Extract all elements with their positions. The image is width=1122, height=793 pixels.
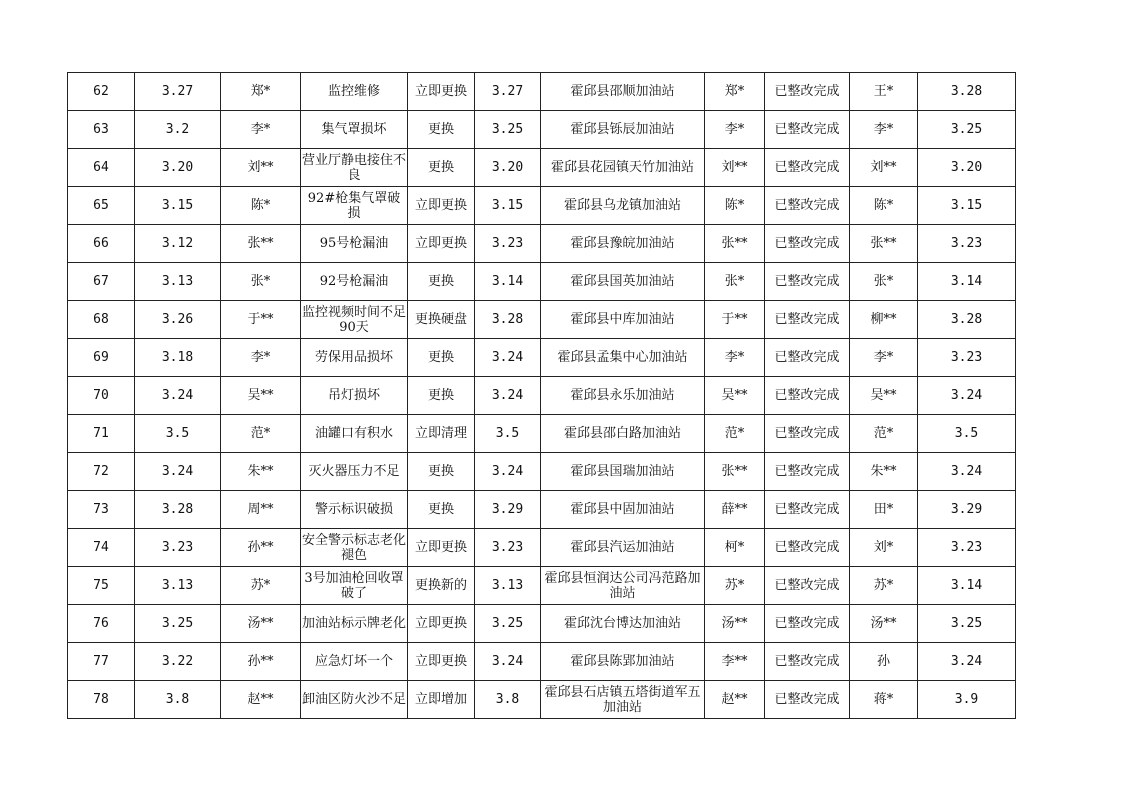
station-cell: 霍邱县石店镇五塔街道军五加油站 bbox=[541, 681, 705, 719]
table-row bbox=[68, 339, 1016, 377]
completion-date-cell: 3.5 bbox=[918, 415, 1016, 453]
issue-cell: 劳保用品损坏 bbox=[301, 339, 408, 377]
measure-cell: 更换 bbox=[408, 263, 475, 301]
measure-cell: 立即清理 bbox=[408, 415, 475, 453]
inspector-cell: 张** bbox=[221, 225, 301, 263]
status-cell: 已整改完成 bbox=[765, 643, 850, 681]
station-cell: 霍邱县邵顺加油站 bbox=[541, 73, 705, 111]
row-number-cell: 66 bbox=[68, 225, 135, 263]
measure-cell: 更换 bbox=[408, 491, 475, 529]
measure-cell: 更换 bbox=[408, 453, 475, 491]
inspector-cell: 周** bbox=[221, 491, 301, 529]
table-row bbox=[68, 225, 1016, 263]
inspector-cell: 陈* bbox=[221, 187, 301, 225]
measure-cell: 立即增加 bbox=[408, 681, 475, 719]
table-row bbox=[68, 567, 1016, 605]
verifier-cell: 汤** bbox=[850, 605, 918, 643]
table-body bbox=[68, 73, 1016, 719]
table-row bbox=[68, 605, 1016, 643]
row-number-cell: 72 bbox=[68, 453, 135, 491]
found-date-cell: 3.20 bbox=[135, 149, 221, 187]
status-cell: 已整改完成 bbox=[765, 529, 850, 567]
status-cell: 已整改完成 bbox=[765, 491, 850, 529]
station-cell: 霍邱县汽运加油站 bbox=[541, 529, 705, 567]
responsible-cell: 李** bbox=[705, 643, 765, 681]
station-cell: 霍邱县中固加油站 bbox=[541, 491, 705, 529]
measure-cell: 更换 bbox=[408, 149, 475, 187]
responsible-cell: 李* bbox=[705, 111, 765, 149]
found-date-cell: 3.25 bbox=[135, 605, 221, 643]
inspector-cell: 赵** bbox=[221, 681, 301, 719]
row-number-cell: 76 bbox=[68, 605, 135, 643]
station-cell: 霍邱县花园镇天竹加油站 bbox=[541, 149, 705, 187]
issue-cell: 卸油区防火沙不足 bbox=[301, 681, 408, 719]
row-number-cell: 78 bbox=[68, 681, 135, 719]
inspector-cell: 刘** bbox=[221, 149, 301, 187]
inspection-rectification-table bbox=[67, 72, 1016, 719]
deadline-cell: 3.24 bbox=[475, 377, 541, 415]
completion-date-cell: 3.24 bbox=[918, 643, 1016, 681]
completion-date-cell: 3.14 bbox=[918, 263, 1016, 301]
responsible-cell: 李* bbox=[705, 339, 765, 377]
issue-cell: 灭火器压力不足 bbox=[301, 453, 408, 491]
issue-cell: 营业厅静电接住不良 bbox=[301, 149, 408, 187]
row-number-cell: 71 bbox=[68, 415, 135, 453]
deadline-cell: 3.14 bbox=[475, 263, 541, 301]
deadline-cell: 3.13 bbox=[475, 567, 541, 605]
measure-cell: 立即更换 bbox=[408, 73, 475, 111]
responsible-cell: 张** bbox=[705, 225, 765, 263]
table-row bbox=[68, 263, 1016, 301]
station-cell: 霍邱县孟集中心加油站 bbox=[541, 339, 705, 377]
verifier-cell: 刘** bbox=[850, 149, 918, 187]
row-number-cell: 69 bbox=[68, 339, 135, 377]
table-row bbox=[68, 491, 1016, 529]
verifier-cell: 田* bbox=[850, 491, 918, 529]
deadline-cell: 3.25 bbox=[475, 111, 541, 149]
measure-cell: 立即更换 bbox=[408, 529, 475, 567]
station-cell: 霍邱县豫皖加油站 bbox=[541, 225, 705, 263]
responsible-cell: 张** bbox=[705, 453, 765, 491]
table-row bbox=[68, 111, 1016, 149]
verifier-cell: 刘* bbox=[850, 529, 918, 567]
status-cell: 已整改完成 bbox=[765, 453, 850, 491]
found-date-cell: 3.24 bbox=[135, 377, 221, 415]
completion-date-cell: 3.23 bbox=[918, 339, 1016, 377]
verifier-cell: 朱** bbox=[850, 453, 918, 491]
station-cell: 霍邱县国瑞加油站 bbox=[541, 453, 705, 491]
row-number-cell: 63 bbox=[68, 111, 135, 149]
completion-date-cell: 3.23 bbox=[918, 225, 1016, 263]
completion-date-cell: 3.25 bbox=[918, 605, 1016, 643]
measure-cell: 更换 bbox=[408, 111, 475, 149]
row-number-cell: 73 bbox=[68, 491, 135, 529]
verifier-cell: 蒋* bbox=[850, 681, 918, 719]
deadline-cell: 3.24 bbox=[475, 339, 541, 377]
row-number-cell: 75 bbox=[68, 567, 135, 605]
row-number-cell: 64 bbox=[68, 149, 135, 187]
status-cell: 已整改完成 bbox=[765, 415, 850, 453]
table-row bbox=[68, 529, 1016, 567]
inspector-cell: 吴** bbox=[221, 377, 301, 415]
issue-cell: 92号枪漏油 bbox=[301, 263, 408, 301]
inspector-cell: 汤** bbox=[221, 605, 301, 643]
issue-cell: 吊灯损坏 bbox=[301, 377, 408, 415]
status-cell: 已整改完成 bbox=[765, 149, 850, 187]
responsible-cell: 柯* bbox=[705, 529, 765, 567]
status-cell: 已整改完成 bbox=[765, 263, 850, 301]
found-date-cell: 3.26 bbox=[135, 301, 221, 339]
inspector-cell: 郑* bbox=[221, 73, 301, 111]
deadline-cell: 3.27 bbox=[475, 73, 541, 111]
measure-cell: 更换 bbox=[408, 377, 475, 415]
station-cell: 霍邱县陈郢加油站 bbox=[541, 643, 705, 681]
table-row bbox=[68, 453, 1016, 491]
row-number-cell: 74 bbox=[68, 529, 135, 567]
found-date-cell: 3.12 bbox=[135, 225, 221, 263]
inspector-cell: 孙** bbox=[221, 529, 301, 567]
status-cell: 已整改完成 bbox=[765, 339, 850, 377]
table-row bbox=[68, 149, 1016, 187]
issue-cell: 油罐口有积水 bbox=[301, 415, 408, 453]
station-cell: 霍邱县永乐加油站 bbox=[541, 377, 705, 415]
inspector-cell: 范* bbox=[221, 415, 301, 453]
status-cell: 已整改完成 bbox=[765, 377, 850, 415]
verifier-cell: 李* bbox=[850, 339, 918, 377]
measure-cell: 立即更换 bbox=[408, 187, 475, 225]
status-cell: 已整改完成 bbox=[765, 605, 850, 643]
deadline-cell: 3.24 bbox=[475, 453, 541, 491]
row-number-cell: 62 bbox=[68, 73, 135, 111]
table-row bbox=[68, 301, 1016, 339]
completion-date-cell: 3.15 bbox=[918, 187, 1016, 225]
completion-date-cell: 3.20 bbox=[918, 149, 1016, 187]
table-row bbox=[68, 73, 1016, 111]
responsible-cell: 张* bbox=[705, 263, 765, 301]
status-cell: 已整改完成 bbox=[765, 681, 850, 719]
completion-date-cell: 3.28 bbox=[918, 301, 1016, 339]
deadline-cell: 3.24 bbox=[475, 643, 541, 681]
table-row bbox=[68, 415, 1016, 453]
deadline-cell: 3.5 bbox=[475, 415, 541, 453]
deadline-cell: 3.23 bbox=[475, 225, 541, 263]
status-cell: 已整改完成 bbox=[765, 225, 850, 263]
responsible-cell: 赵** bbox=[705, 681, 765, 719]
status-cell: 已整改完成 bbox=[765, 187, 850, 225]
row-number-cell: 68 bbox=[68, 301, 135, 339]
completion-date-cell: 3.25 bbox=[918, 111, 1016, 149]
completion-date-cell: 3.9 bbox=[918, 681, 1016, 719]
station-cell: 霍邱县恒润达公司冯范路加油站 bbox=[541, 567, 705, 605]
issue-cell: 加油站标示牌老化 bbox=[301, 605, 408, 643]
found-date-cell: 3.22 bbox=[135, 643, 221, 681]
completion-date-cell: 3.24 bbox=[918, 453, 1016, 491]
issue-cell: 92#枪集气罩破损 bbox=[301, 187, 408, 225]
status-cell: 已整改完成 bbox=[765, 73, 850, 111]
station-cell: 霍邱县邵白路加油站 bbox=[541, 415, 705, 453]
row-number-cell: 67 bbox=[68, 263, 135, 301]
verifier-cell: 王* bbox=[850, 73, 918, 111]
responsible-cell: 薛** bbox=[705, 491, 765, 529]
row-number-cell: 65 bbox=[68, 187, 135, 225]
inspector-cell: 张* bbox=[221, 263, 301, 301]
found-date-cell: 3.8 bbox=[135, 681, 221, 719]
found-date-cell: 3.24 bbox=[135, 453, 221, 491]
issue-cell: 应急灯坏一个 bbox=[301, 643, 408, 681]
verifier-cell: 李* bbox=[850, 111, 918, 149]
inspector-cell: 孙** bbox=[221, 643, 301, 681]
completion-date-cell: 3.28 bbox=[918, 73, 1016, 111]
issue-cell: 监控视频时间不足90天 bbox=[301, 301, 408, 339]
deadline-cell: 3.29 bbox=[475, 491, 541, 529]
found-date-cell: 3.2 bbox=[135, 111, 221, 149]
measure-cell: 更换硬盘 bbox=[408, 301, 475, 339]
completion-date-cell: 3.14 bbox=[918, 567, 1016, 605]
station-cell: 霍邱县铄辰加油站 bbox=[541, 111, 705, 149]
deadline-cell: 3.28 bbox=[475, 301, 541, 339]
issue-cell: 95号枪漏油 bbox=[301, 225, 408, 263]
status-cell: 已整改完成 bbox=[765, 111, 850, 149]
row-number-cell: 70 bbox=[68, 377, 135, 415]
inspector-cell: 于** bbox=[221, 301, 301, 339]
found-date-cell: 3.13 bbox=[135, 567, 221, 605]
table-row bbox=[68, 681, 1016, 719]
row-number-cell: 77 bbox=[68, 643, 135, 681]
found-date-cell: 3.5 bbox=[135, 415, 221, 453]
measure-cell: 立即更换 bbox=[408, 643, 475, 681]
measure-cell: 更换 bbox=[408, 339, 475, 377]
responsible-cell: 范* bbox=[705, 415, 765, 453]
issue-cell: 3号加油枪回收罩破了 bbox=[301, 567, 408, 605]
issue-cell: 监控维修 bbox=[301, 73, 408, 111]
verifier-cell: 柳** bbox=[850, 301, 918, 339]
responsible-cell: 汤** bbox=[705, 605, 765, 643]
verifier-cell: 孙 bbox=[850, 643, 918, 681]
verifier-cell: 范* bbox=[850, 415, 918, 453]
inspector-cell: 李* bbox=[221, 339, 301, 377]
table-row bbox=[68, 643, 1016, 681]
deadline-cell: 3.23 bbox=[475, 529, 541, 567]
inspector-cell: 朱** bbox=[221, 453, 301, 491]
deadline-cell: 3.8 bbox=[475, 681, 541, 719]
found-date-cell: 3.13 bbox=[135, 263, 221, 301]
station-cell: 霍邱沈台博达加油站 bbox=[541, 605, 705, 643]
found-date-cell: 3.27 bbox=[135, 73, 221, 111]
found-date-cell: 3.23 bbox=[135, 529, 221, 567]
issue-cell: 集气罩损坏 bbox=[301, 111, 408, 149]
deadline-cell: 3.15 bbox=[475, 187, 541, 225]
responsible-cell: 陈* bbox=[705, 187, 765, 225]
measure-cell: 立即更换 bbox=[408, 605, 475, 643]
table-row bbox=[68, 187, 1016, 225]
verifier-cell: 张* bbox=[850, 263, 918, 301]
deadline-cell: 3.25 bbox=[475, 605, 541, 643]
responsible-cell: 郑* bbox=[705, 73, 765, 111]
responsible-cell: 苏* bbox=[705, 567, 765, 605]
verifier-cell: 陈* bbox=[850, 187, 918, 225]
issue-cell: 安全警示标志老化褪色 bbox=[301, 529, 408, 567]
station-cell: 霍邱县中库加油站 bbox=[541, 301, 705, 339]
verifier-cell: 吴** bbox=[850, 377, 918, 415]
responsible-cell: 刘** bbox=[705, 149, 765, 187]
verifier-cell: 张** bbox=[850, 225, 918, 263]
measure-cell: 更换新的 bbox=[408, 567, 475, 605]
station-cell: 霍邱县国英加油站 bbox=[541, 263, 705, 301]
station-cell: 霍邱县乌龙镇加油站 bbox=[541, 187, 705, 225]
status-cell: 已整改完成 bbox=[765, 567, 850, 605]
inspector-cell: 苏* bbox=[221, 567, 301, 605]
found-date-cell: 3.15 bbox=[135, 187, 221, 225]
inspector-cell: 李* bbox=[221, 111, 301, 149]
verifier-cell: 苏* bbox=[850, 567, 918, 605]
completion-date-cell: 3.24 bbox=[918, 377, 1016, 415]
found-date-cell: 3.18 bbox=[135, 339, 221, 377]
table-row bbox=[68, 377, 1016, 415]
measure-cell: 立即更换 bbox=[408, 225, 475, 263]
found-date-cell: 3.28 bbox=[135, 491, 221, 529]
responsible-cell: 于** bbox=[705, 301, 765, 339]
completion-date-cell: 3.29 bbox=[918, 491, 1016, 529]
completion-date-cell: 3.23 bbox=[918, 529, 1016, 567]
deadline-cell: 3.20 bbox=[475, 149, 541, 187]
responsible-cell: 吴** bbox=[705, 377, 765, 415]
issue-cell: 警示标识破损 bbox=[301, 491, 408, 529]
status-cell: 已整改完成 bbox=[765, 301, 850, 339]
